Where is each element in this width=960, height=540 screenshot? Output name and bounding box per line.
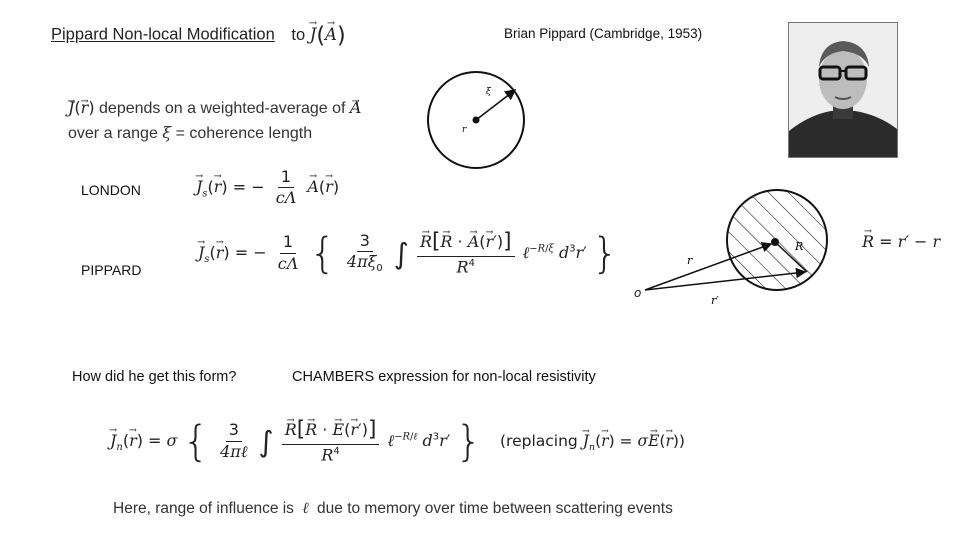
chambers-equation: → $J_n(\to r) = \sigma$ { $\frac{3}{\text{4πℓ}}$ ∫ → $\frac{R[\to R \cdot \to E(\to r')]}{R^4}$ ℓ$^{-R/\ell}$ $d^3r'$ }	[110, 418, 482, 465]
pippard-denominator-3: R	[456, 257, 469, 277]
chambers-denominator-1: 4πℓ	[220, 441, 248, 461]
r-definition-lhs: → R	[862, 232, 874, 251]
vector-a-symbol: → A	[350, 96, 362, 120]
question-text: How did he get this form?	[72, 369, 237, 385]
replacing-note: (replacing → $J_n(\to r) = \sigma\to E(\to r)$)	[500, 432, 685, 453]
replacing-word: (replacing	[500, 432, 578, 450]
chambers-numerator-1: 3	[226, 421, 242, 441]
origin-label: o	[634, 286, 642, 300]
london-numerator: 1	[278, 168, 294, 188]
chambers-denominator-2-sup: 4	[333, 445, 340, 457]
intro-coherence-text: = coherence length	[175, 125, 313, 142]
svg-text:r: r	[687, 254, 693, 267]
pippard-denominator-2-sub: 0	[376, 263, 383, 275]
coherence-circle-diagram	[420, 70, 532, 170]
svg-text:ξ: ξ	[486, 87, 491, 97]
nonlocal-kernel-diagram	[625, 188, 845, 310]
london-equation: → $J_s(\to r)$ = − $\frac{1}{c\Lambda}$ → A(→ r)	[196, 168, 339, 208]
label-pippard: PIPPARD	[81, 262, 142, 278]
pippard-denominator-3-sup: 4	[468, 257, 475, 269]
pippard-denominator-2: 4πξ	[346, 252, 377, 272]
title-text: Pippard Non-local Modification	[51, 25, 275, 44]
intro-depends-text: depends on a weighted-average of	[99, 100, 346, 117]
title-j-of-a: → J(→ A)	[310, 25, 346, 44]
pippard-numerator-2: 3	[357, 232, 373, 252]
r-definition-rhs: r′ − r	[897, 232, 941, 251]
intro-block: → J(→ r) depends on a weighted-average of → A over a range ξ = coherence length	[68, 96, 361, 146]
svg-text:r: r	[462, 125, 467, 135]
pippard-denominator-1: cΛ	[277, 253, 299, 273]
svg-text:R: R	[795, 240, 804, 253]
slide-title	[51, 22, 346, 48]
r-definition: → R = r′ − r	[862, 232, 940, 251]
svg-text:r′: r′	[711, 294, 719, 307]
portrait-illustration	[789, 23, 897, 157]
portrait-photo	[788, 22, 898, 158]
footer-text-after: due to memory over time between scattering events	[317, 500, 673, 517]
footer-text-before: Here, range of influence is	[113, 500, 294, 517]
title-to-word: to	[291, 25, 306, 44]
photo-credit: Brian Pippard (Cambridge, 1953)	[504, 26, 703, 41]
chambers-denominator-2: R	[321, 445, 334, 465]
pippard-numerator-1: 1	[280, 233, 296, 253]
london-denominator: cΛ	[275, 188, 297, 208]
pippard-equation: → $J_s(\to r)$ = − $\frac{1}{c\Lambda}$ { $\frac{3}{4\pi\xi_0}$ ∫ → $\frac{R[\to R \cdot \to A(\to r')]}{R^4}$ ℓ$^{-R/\xi}$ $d^3r'$ }	[198, 230, 618, 277]
footer-text: Here, range of influence is ℓ due to memory over time between scattering events	[113, 499, 673, 517]
j-of-r-symbol: → J(→ r)	[68, 98, 95, 117]
label-london: LONDON	[81, 182, 141, 198]
intro-range-text: over a range	[68, 125, 158, 142]
chambers-text: CHAMBERS expression for non-local resistivity	[292, 369, 596, 385]
